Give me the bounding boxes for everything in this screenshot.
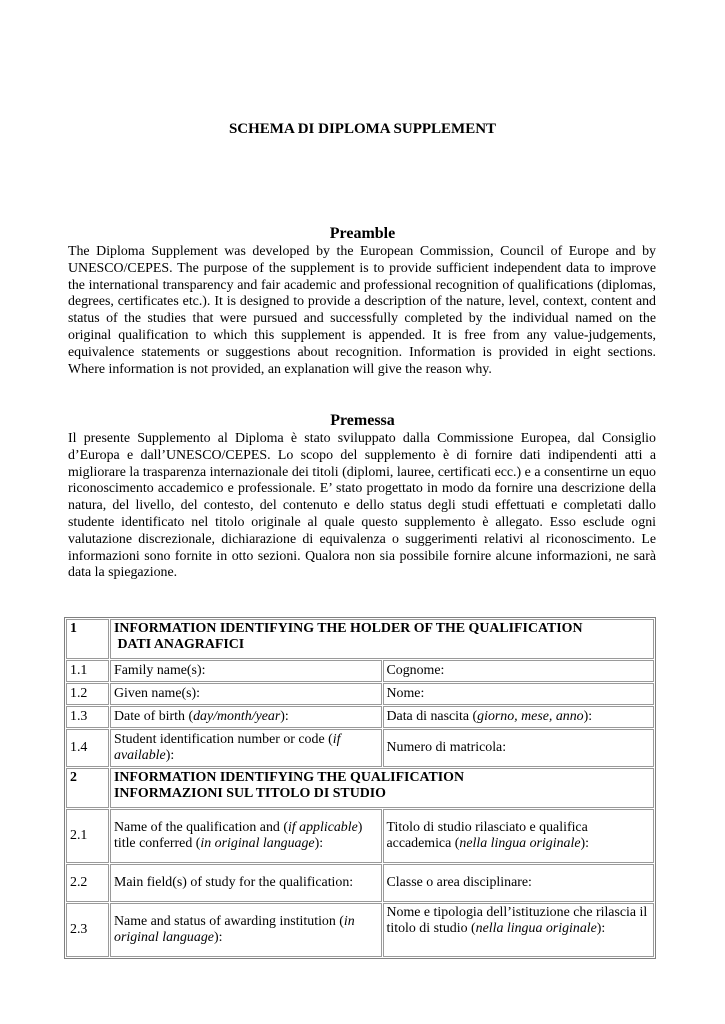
- field-label-it: Titolo di studio rilasciato e qualifica accademica (nella lingua originale):: [383, 809, 655, 863]
- field-label-en: Main field(s) of study for the qualification:: [110, 864, 382, 902]
- field-label-it: Cognome:: [383, 660, 655, 682]
- table-row: [66, 903, 654, 957]
- field-label-it: Data di nascita (giorno, mese, anno):: [383, 706, 655, 728]
- table-row: [66, 683, 654, 705]
- table-row: [66, 809, 654, 863]
- premessa-heading: Premessa: [330, 412, 395, 429]
- field-label-en: Family name(s):: [110, 660, 382, 682]
- field-label-en: Date of birth (day/month/year):: [110, 706, 382, 728]
- field-label-en: Student identification number or code (if available):: [110, 729, 382, 767]
- premessa-text: Il presente Supplemento al Diploma è stato sviluppato dalla Commissione Europea, dal Consiglio d’Europa e dall’UNESCO/CEPES. Lo scopo del supplemento è di fornire dati indipendenti atti a migliorare la trasparenza internazionale dei titoli (diplomi, lauree, certificati ecc.) e a consentirne un equo riconoscimento accademico e professionale. E’ stato progettato in modo da fornire una descrizione della natura, del livello, del contesto, del contenuto e dello status degli studi effettuati e completati dallo studente identificato nel titolo originale al quale questo supplemento è allegato. Esso esclude ogni valutazione discrezionale, dichiarazione di equivalenza o suggerimenti relativi al riconoscimento. Le informazioni sono fornite in otto sezioni. Qualora non sia possibile fornire alcune informazioni, ne sarà data la spiegazione.: [68, 431, 656, 581]
- section-title-en: INFORMATION IDENTIFYING THE QUALIFICATION: [114, 770, 465, 785]
- diploma-supplement-table: [64, 617, 656, 959]
- section-number: 2: [66, 768, 109, 808]
- field-label-en: Name and status of awarding institution (in original language):: [110, 903, 382, 957]
- row-number: 2.1: [66, 809, 109, 863]
- section-number: 1: [66, 619, 109, 659]
- preamble-heading: Preamble: [329, 225, 396, 242]
- section-title: [110, 619, 654, 659]
- field-label-it: Classe o area disciplinare:: [383, 864, 655, 902]
- table-row: [66, 864, 654, 902]
- field-label-it: Nome:: [383, 683, 655, 705]
- document-title: SCHEMA DI DIPLOMA SUPPLEMENT: [228, 121, 497, 137]
- row-number: 1.1: [66, 660, 109, 682]
- section-title-en: INFORMATION IDENTIFYING THE HOLDER OF THE QUALIFICATION: [114, 621, 583, 636]
- row-number: 1.2: [66, 683, 109, 705]
- row-number: 1.3: [66, 706, 109, 728]
- row-number: 2.3: [66, 903, 109, 957]
- row-number: 2.2: [66, 864, 109, 902]
- field-label-it: Numero di matricola:: [383, 729, 655, 767]
- field-label-it: Nome e tipologia dell’istituzione che rilascia il titolo di studio (nella lingua originale):: [383, 903, 655, 957]
- section-title-it: DATI ANAGRAFICI: [117, 637, 245, 652]
- section-1-header-row: [66, 619, 654, 659]
- section-title-it: INFORMAZIONI SUL TITOLO DI STUDIO: [114, 786, 386, 801]
- table-row: [66, 729, 654, 767]
- row-number: 1.4: [66, 729, 109, 767]
- section-title: [110, 768, 654, 808]
- table-row: [66, 706, 654, 728]
- field-label-en: Name of the qualification and (if applicable) title conferred (in original language):: [110, 809, 382, 863]
- table-row: [66, 660, 654, 682]
- preamble-text: The Diploma Supplement was developed by the European Commission, Council of Europe and by UNESCO/CEPES. The purpose of the supplement is to provide sufficient independent data to improve the international transparency and fair academic and professional recognition of qualifications (diplomas, degrees, certificates etc.). It is designed to provide a description of the nature, level, context, content and status of the studies that were pursued and successfully completed by the individual named on the original qualification to which this supplement is appended. It is free from any value-judgements, equivalence statements or suggestions about recognition. Information is provided in eight sections. Where information is not provided, an explanation will give the reason why.: [68, 244, 656, 377]
- section-2-header-row: [66, 768, 654, 808]
- field-label-en: Given name(s):: [110, 683, 382, 705]
